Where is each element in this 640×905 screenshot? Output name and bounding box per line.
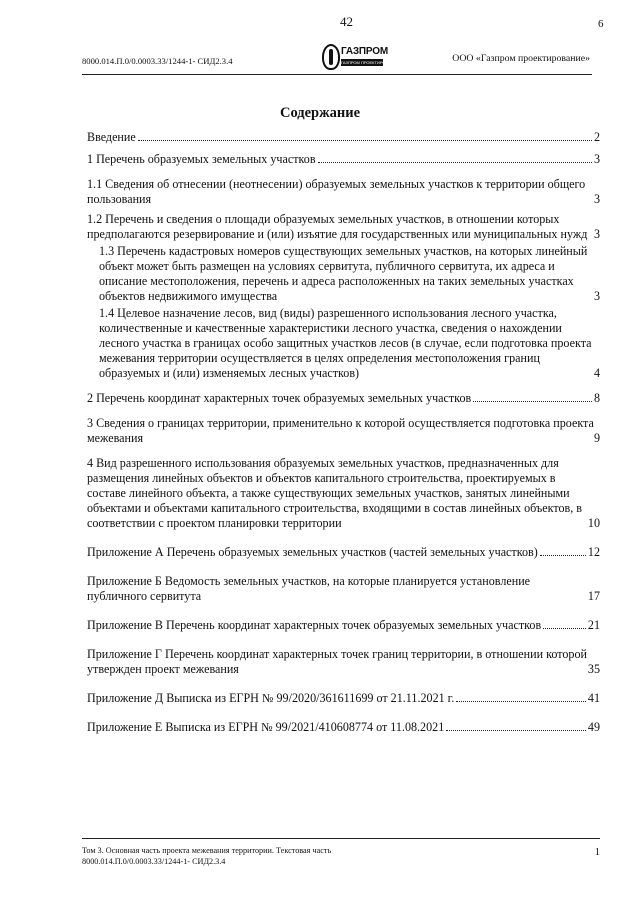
dot-leader: [473, 401, 592, 402]
toc-entry-text: 3 Сведения о границах территории, применительно к которой осуществляется подготовка проекта межевания: [87, 416, 594, 445]
toc-entry-page: 3: [593, 152, 600, 166]
toc-entry-text: Приложение А Перечень образуемых земельных участков (частей земельных участков): [87, 545, 538, 559]
toc-entry-page: 17: [587, 589, 600, 603]
toc-entry[interactable]: [87, 691, 600, 706]
toc-entry[interactable]: [87, 416, 600, 446]
toc-entry-text: Приложение Д Выписка из ЕГРН № 99/2020/361611699 от 21.11.2021 г.: [87, 691, 455, 705]
toc-entry-text: Приложение Е Выписка из ЕГРН № 99/2021/410608774 от 11.08.2021: [87, 720, 445, 734]
toc-entry-page: 12: [587, 545, 600, 559]
dot-leader: [446, 730, 586, 731]
document-header: [82, 40, 592, 75]
footer-volume-title: Том 3. Основная часть проекта межевания территории. Текстовая часть: [82, 846, 332, 855]
toc-title: Содержание: [279, 105, 361, 121]
toc-entry-page: 21: [587, 618, 600, 632]
toc-entry-page: 41: [587, 691, 600, 705]
logo-subtext: ГАЗПРОМ ПРОЕКТИРОВАНИЕ: [341, 60, 400, 65]
toc-entry-page: 8: [593, 391, 600, 405]
toc-entry[interactable]: [87, 130, 600, 145]
table-of-contents: [87, 130, 600, 735]
toc-entry-text: Приложение В Перечень координат характерных точек образуемых земельных участков: [87, 618, 542, 632]
toc-entry[interactable]: [87, 545, 600, 560]
toc-entry-text: 4 Вид разрешенного использования образуемых земельных участков, предназначенных для размещения линейных объектов и объектов капитального строительства, проектируемых в составе линейного объекта, а также существующих земельных участков, занятых линейными объектами и объектами капитального строительства, входящими в состав линейных объектов, в соответствии с проектом планировки территории: [87, 456, 582, 530]
page-number: 42: [340, 14, 353, 29]
organization-name: ООО «Газпром проектирование»: [452, 53, 590, 64]
dot-leader: [456, 701, 586, 702]
dot-leader: [543, 628, 586, 629]
toc-entry[interactable]: [87, 177, 600, 207]
toc-entry-text: 1.3 Перечень кадастровых номеров существующих земельных участков, на которых линейный объект может быть размещен на условиях сервитута, публичного сервитута, их адреса и описание местоположения, перечень и адреса расположенных на таких земельных участках объектов недвижимого имущества: [99, 244, 588, 303]
toc-entry[interactable]: [87, 647, 600, 677]
toc-entry-text: 2 Перечень координат характерных точек образуемых земельных участков: [87, 391, 472, 405]
header-doc-code: 8000.014.П.0/0.0003.33/1244-1- СИД2.3.4: [82, 56, 233, 66]
toc-entry[interactable]: [87, 391, 600, 406]
toc-entry-page: 35: [587, 662, 600, 676]
footer-sheet-number: 1: [594, 847, 600, 858]
toc-entry-text: 1.1 Сведения об отнесении (неотнесении) образуемых земельных участков к территории общего пользования: [87, 177, 586, 206]
toc-entry-page: 9: [593, 431, 600, 445]
gazprom-logo: [322, 42, 400, 72]
toc-entry[interactable]: [87, 306, 600, 381]
toc-entry[interactable]: [87, 618, 600, 633]
toc-entry[interactable]: [87, 720, 600, 735]
toc-entry-text: 1.2 Перечень и сведения о площади образуемых земельных участков, в отношении которых предполагаются резервирование и (или) изъятие для государственных или муниципальных нужд: [87, 212, 588, 241]
toc-entry-page: 49: [587, 720, 600, 734]
toc-entry-page: 4: [593, 366, 600, 380]
toc-entry-page: 3: [593, 227, 600, 241]
dot-leader: [318, 162, 592, 163]
toc-entry[interactable]: [87, 152, 600, 167]
toc-entry-page: 3: [593, 289, 600, 303]
toc-entry[interactable]: [87, 212, 600, 242]
toc-entry-page: 10: [587, 516, 600, 530]
corner-number: 6: [598, 18, 604, 30]
toc-entry-text: 1.4 Целевое назначение лесов, вид (виды) разрешенного использования лесного участка, количественные и качественные характеристики лесного участка, сведения о нахождении лесного участка в границах особо защитных участков лесов (в случае, если подготовка проекта межевания территории осуществляется в целях определения местоположения границ образуемых и (или) изменяемых лесных участков): [99, 306, 592, 380]
logo-text: ГАЗПРОМ: [341, 46, 388, 57]
toc-entry-page: 2: [593, 130, 600, 144]
toc-entry-text: 1 Перечень образуемых земельных участков: [87, 152, 316, 166]
flame-icon: [322, 44, 340, 70]
toc-entry-text: Введение: [87, 130, 136, 144]
footer-doc-code: 8000.014.П.0/0.0003.33/1244-1- СИД2.3.4: [82, 857, 226, 866]
toc-entry-page: 3: [593, 192, 600, 206]
document-footer: [82, 838, 600, 867]
dot-leader: [540, 555, 586, 556]
toc-entry[interactable]: [87, 244, 600, 304]
toc-entry-text: Приложение Г Перечень координат характерных точек границ территории, в отношении которой утвержден проект межевания: [87, 647, 587, 676]
toc-entry-text: Приложение Б Ведомость земельных участков, на которые планируется установление публичного сервитута: [87, 574, 531, 603]
dot-leader: [138, 140, 592, 141]
toc-entry[interactable]: [87, 574, 600, 604]
toc-entry[interactable]: [87, 456, 600, 531]
